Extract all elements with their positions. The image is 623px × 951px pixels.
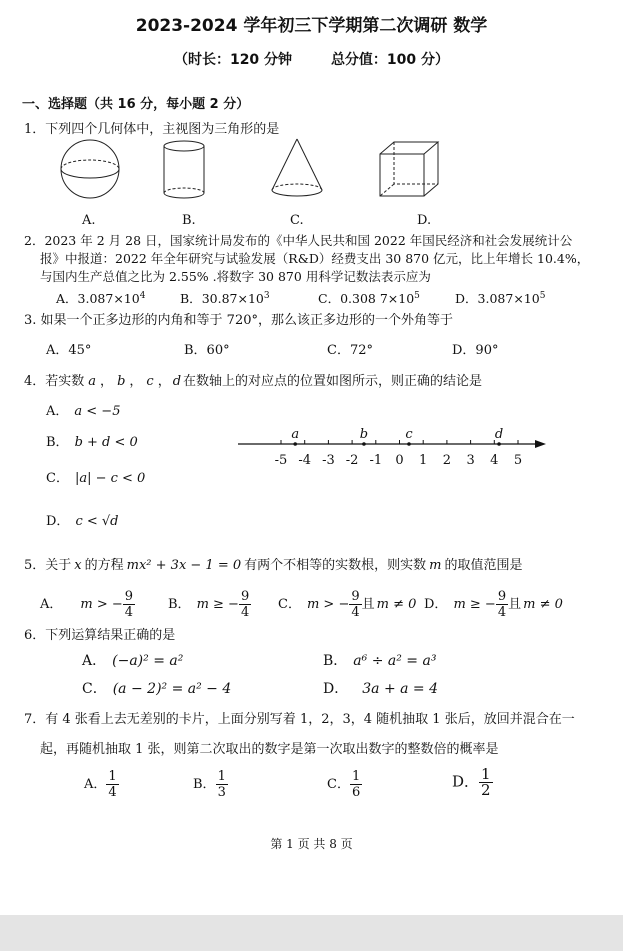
q3-option-d: D．90° [452,343,499,358]
q5-option-a: A． m > − $\frac{9}{4}$ [40,589,134,620]
q7-option-b: B． $\frac{1}{3}$ [193,769,226,800]
fraction-nine-fourths: $\frac{9}{4}$ [240,589,250,620]
q5-option-d: D． m ≥ − $\frac{9}{4}$ 且 m ≠ 0 [424,589,563,620]
axis-tick-label: 2 [442,453,452,468]
fraction-nine-fourths: $\frac{9}{4}$ [124,589,134,620]
q2-option-d: D．$3.087\times 10^5$ [455,291,546,307]
q1-option-c: C. [290,213,304,228]
point-c [407,442,411,446]
axis-tick-label: -2 [345,453,359,468]
cube-figure [378,140,442,200]
q7-option-d: D． $\frac{1}{2}$ [452,765,491,799]
axis-tick-label: 3 [466,453,475,468]
fraction-one-sixth: $\frac{1}{6}$ [351,769,361,800]
q6-stem: 6．下列运算结果正确的是 [24,628,176,643]
q2-stem-line1: 2．2023 年 2 月 28 日，国家统计局发布的《中华人民共和国 2022 年国民经济和社会发展统计公 [24,233,573,248]
q6-option-a: A． (−a)² = a² [82,653,184,669]
cone-figure [268,136,328,200]
axis-tick-label: -4 [298,453,312,468]
section-heading: 一、选择题（共 16 分，每小题 2 分） [22,97,250,112]
q6-option-d: D． 3a + a = 4 [323,681,439,697]
q5-option-b: B． m ≥ − $\frac{9}{4}$ [168,589,250,620]
q6-option-c: C． (a − 2)² = a² − 4 [82,681,232,697]
q7-stem-line2: 起，再随机抽取 1 张，则第二次取出的数字是第一次取出数字的整数倍的概率是 [40,742,499,757]
fraction-one-fourth: $\frac{1}{4}$ [108,769,117,800]
exam-total-score: 总分值：100 分） [330,52,450,68]
q2-option-b: B．$30.87\times 10^3$ [180,291,270,307]
exam-subtitle [0,52,623,68]
point-label-b: b [359,427,369,442]
q2-option-a: A．$3.087\times 10^4$ [56,291,146,307]
q4-stem: 4．若实数 a ， b ， c ， d 在数轴上的对应点的位置如图所示，则正确的结论是 [24,374,483,389]
q1-stem: 1．下列四个几何体中，主视图为三角形的是 [24,122,280,137]
q3-option-b: B．60° [184,343,230,358]
q1-option-d: D. [417,213,432,228]
axis-tick-label: -3 [322,453,335,468]
fraction-nine-fourths: $\frac{9}{4}$ [497,589,507,620]
axis-tick-label: -1 [369,453,383,468]
q1-option-a: A. [82,213,96,228]
q3-option-c: C．72° [327,343,373,358]
q4-option-b: B． b + d < 0 [46,435,138,450]
point-a [293,442,297,446]
q7-stem-line1: 7．有 4 张看上去无差别的卡片，上面分别写着 1，2，3，4 随机抽取 1 张后，放回并混合在一 [24,712,575,727]
point-label-a: a [291,427,300,442]
axis-tick-label: -5 [274,453,288,468]
axis-tick-label: 5 [513,453,523,468]
point-label-d: d [494,427,504,442]
q7-option-a: A． $\frac{1}{4}$ [84,769,117,800]
q4-option-a: A． a < −5 [46,404,121,419]
bottom-bar [0,915,623,951]
q7-option-c: C． $\frac{1}{6}$ [327,769,361,800]
axis-tick-label: 4 [490,453,499,468]
q3-option-a: A．45° [46,343,92,358]
exam-title: 2023-2024 学年初三下学期第二次调研 数学 [135,16,488,36]
point-b [362,442,366,446]
fraction-nine-fourths: $\frac{9}{4}$ [351,589,360,620]
q4-option-d: D． c < √d [46,514,119,529]
point-d [497,442,501,446]
number-line [236,420,548,472]
sphere-figure [55,137,125,201]
q3-stem: 3. 如果一个正多边形的内角和等于 720°，那么该正多边形的一个外角等于 [24,313,453,328]
axis-tick-label: 1 [419,453,428,468]
q5-option-c: C． m > − $\frac{9}{4}$ 且 m ≠ 0 [278,589,417,620]
axis-arrow-icon [535,440,546,448]
fraction-one-third: $\frac{1}{3}$ [217,769,226,800]
fraction-one-half: $\frac{1}{2}$ [481,765,491,799]
q2-stem-line3: 与国内生产总值之比为 2.55% .将数字 30 870 用科学记数法表示应为 [40,269,431,284]
q4-option-c: C． |a| − c < 0 [46,471,146,486]
q1-option-b: B. [182,213,196,228]
q5-stem: 5．关于 x 的方程 mx² + 3x − 1 = 0 有两个不相等的实数根，则实数 m 的取值范围是 [24,558,523,573]
q2-option-c: C．0.308 $7\times 10^5$ [318,291,420,307]
q6-option-b: B． a⁶ ÷ a² = a³ [323,653,437,669]
q2-stem-line2: 报》中报道：2022 年全年研究与试验发展（R&D）经费支出 30 870 亿元，比上年增长 10.4%， [40,251,590,266]
exam-duration: （时长：120 分钟 [173,52,293,68]
page-footer: 第 1 页 共 8 页 [270,837,353,851]
cylinder-figure [160,139,210,201]
axis-tick-label: 0 [395,453,404,468]
point-label-c: c [405,427,413,442]
